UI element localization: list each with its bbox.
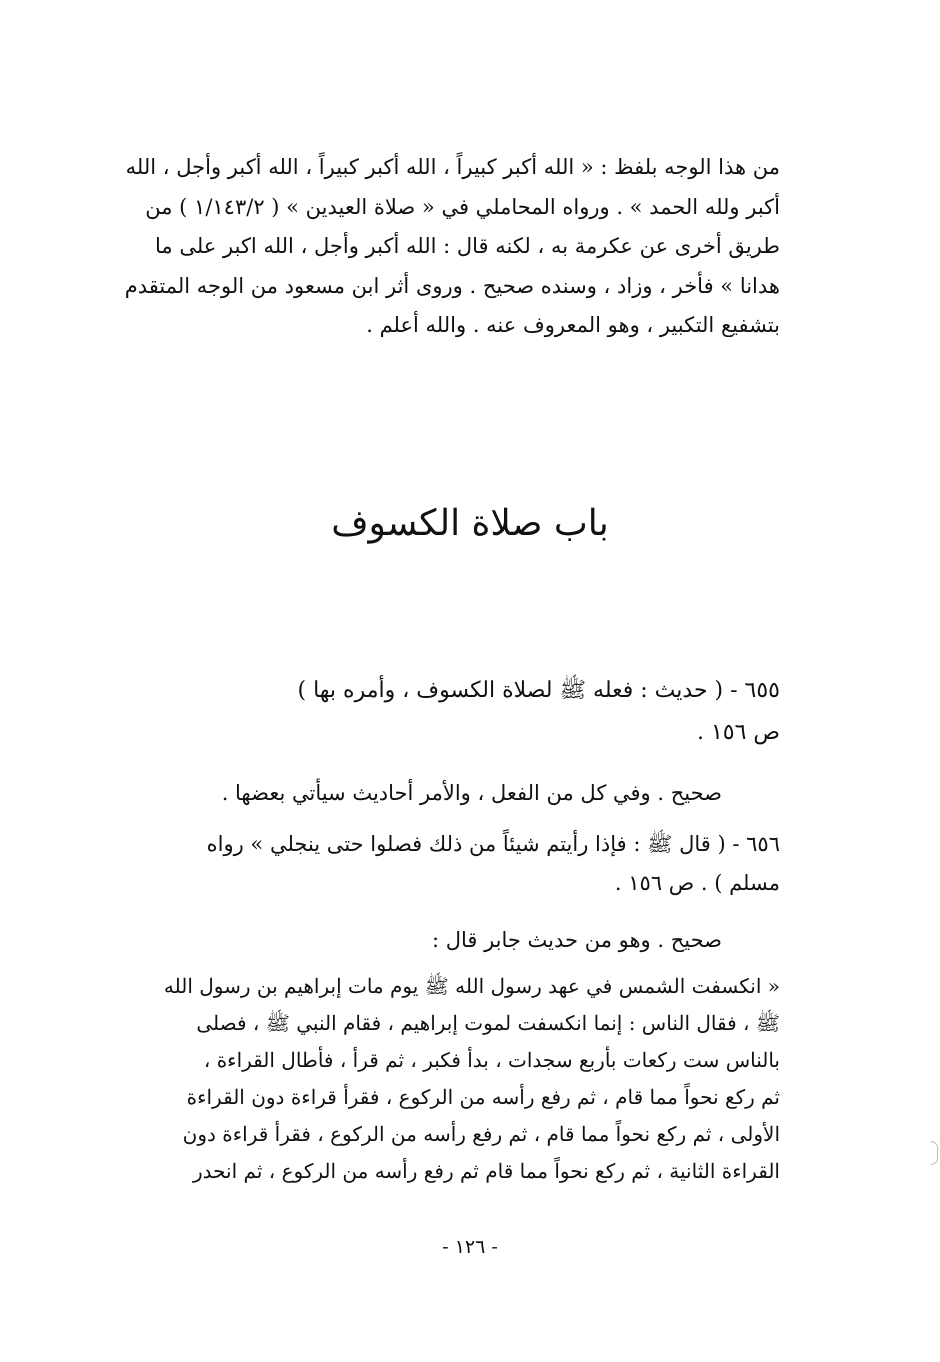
text-line: ٦٥٥ - ( حديث : فعله ﷺ لصلاة الكسوف ، وأمره بها ) — [297, 678, 780, 703]
chapter-title: باب صلاة الكسوف — [331, 503, 609, 544]
text-line: مسلم ) . ص ١٥٦ . — [614, 871, 780, 895]
text-line: بالناس ست ركعات بأربع سجدات ، بدأ فكبر ، ثم قرأ ، فأطال القراءة ، — [203, 1048, 780, 1072]
text-line: « انكسفت الشمس في عهد رسول الله ﷺ يوم مات إبراهيم بن رسول الله — [163, 974, 780, 998]
hadith-656-heading — [104, 825, 780, 903]
text-line: ٦٥٦ - ( قال ﷺ : فإذا رأيتم شيئاً من ذلك فصلوا حتى ينجلي » رواه — [206, 832, 780, 856]
text-line: ﷺ ، فقال الناس : إنما انكسفت لموت إبراهيم ، فقام النبي ﷺ ، فصلى — [196, 1011, 780, 1035]
hadith-656-grading: صحيح . وهو من حديث جابر قال : — [431, 928, 722, 952]
text-line: من هذا الوجه بلفظ : « الله أكبر كبيراً ، الله أكبر كبيراً ، الله أكبر وأجل ، الله — [125, 155, 780, 179]
text-line: ثم ركع نحواً مما قام ، ثم رفع رأسه من الركوع ، فقرأ قراءة دون القراءة — [186, 1085, 780, 1109]
scan-edge-mark — [931, 1141, 938, 1165]
top-paragraph — [104, 148, 780, 346]
text-line: الأولى ، ثم ركع نحواً مما قام ، ثم رفع رأسه من الركوع ، فقرأ قراءة دون — [182, 1122, 780, 1146]
text-line: القراءة الثانية ، ثم ركع نحواً مما قام ثم رفع رأسه من الركوع ، ثم انحدر — [192, 1159, 780, 1183]
hadith-text — [104, 968, 780, 1190]
page-number: - ١٢٦ - — [442, 1236, 498, 1258]
hadith-655-grading: صحيح . وفي كل من الفعل ، والأمر أحاديث سيأتي بعضها . — [221, 781, 722, 805]
hadith-655-heading — [104, 670, 780, 754]
text-line: ص ١٥٦ . — [696, 720, 780, 745]
text-line: بتشفيع التكبير ، وهو المعروف عنه . والله أعلم . — [366, 313, 780, 337]
text-line: طريق أخرى عن عكرمة به ، لكنه قال : الله أكبر وأجل ، الله اكبر على ما — [155, 234, 780, 258]
text-line: هدانا » فأخر ، وزاد ، وسنده صحيح . وروى أثر ابن مسعود من الوجه المتقدم — [124, 273, 780, 298]
text-line: أكبر ولله الحمد » . ورواه المحاملي في « صلاة العيدين » ( ١/١٤٣/٢ ) من — [145, 194, 780, 219]
